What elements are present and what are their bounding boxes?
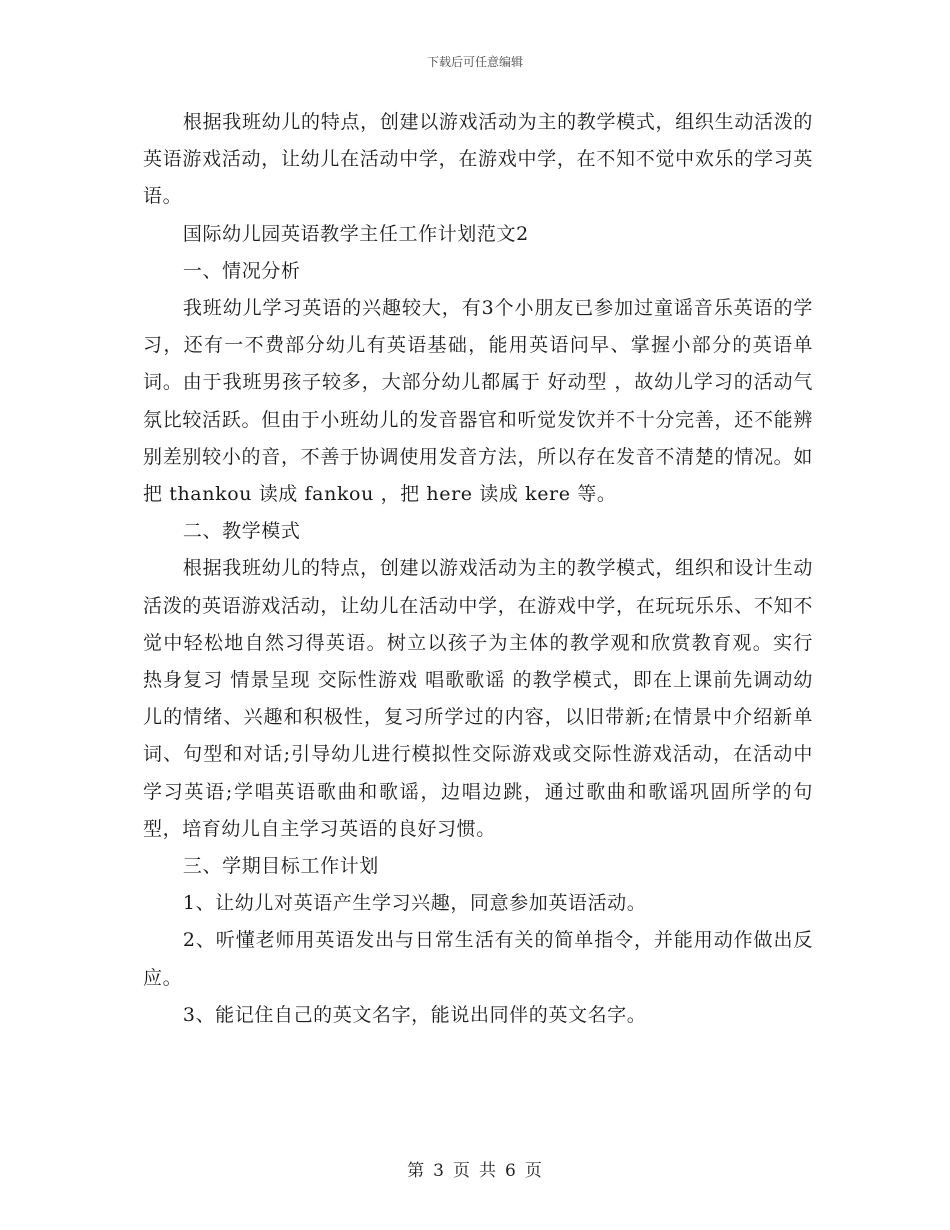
footer-page-unit: 页 [453,1161,471,1181]
page-footer [0,1156,950,1181]
footer-total-pages: 6 [505,1161,517,1181]
paragraph-intro: 根据我班幼儿的特点，创建以游戏活动为主的教学模式，组织生动活泼的英语游戏活动，让幼儿在活动中学，在游戏中学，在不知不觉中欢乐的学习英语。 [143,111,813,208]
section-title: 国际幼儿园英语教学主任工作计划范文2 [182,222,529,245]
footer-total-label: 共 [479,1161,497,1181]
goal-item-2: 2、听懂老师用英语发出与日常生活有关的简单指令，并能用动作做出反应。 [143,929,813,989]
page-header-note: 下载后可任意编辑 [426,55,523,69]
heading-teaching-mode: 二、教学模式 [182,520,301,543]
paragraph-teaching-mode: 根据我班幼儿的特点，创建以游戏活动为主的教学模式，组织和设计生动活泼的英语游戏活动，让幼儿在活动中学，在游戏中学，在玩玩乐乐、不知不觉中轻松地自然习得英语。树立以孩子为主体的教学观和欣赏教育观。实行 热身复习 情景呈现 交际性游戏 唱歌歌谣 的教学模式，即在上课前先调动幼儿的情绪、兴趣和积极性，复习所学过的内容，以旧带新;在情景中介绍新单词、句型和对话;引导幼儿进行模拟性交际游戏或交际性游戏活动，在活动中学习英语;学唱英语歌曲和歌谣，边唱边跳，通过歌曲和歌谣巩固所学的句型，培育幼儿自主学习英语的良好习惯。 [143,557,813,840]
goal-item-1: 1、让幼儿对英语产生学习兴趣，同意参加英语活动。 [182,892,647,915]
heading-semester-goals: 三、学期目标工作计划 [182,855,379,878]
heading-situation-analysis: 一、情况分析 [182,259,301,282]
paragraph-situation: 我班幼儿学习英语的兴趣较大，有3个小朋友已参加过童谣音乐英语的学习，还有一不费部分幼儿有英语基础，能用英语问早、掌握小部分的英语单词。由于我班男孩子较多，大部分幼儿都属于 好动型 ，故幼儿学习的活动气氛比较活跃。但由于小班幼儿的发音器官和听觉发饮并不十分完善，还不能辨别差别较小的音，不善于协调使用发音方法，所以存在发音不清楚的情况。如把 thankou 读成 fankou ，把 here 读成 kere 等。 [143,297,813,506]
document-body [143,104,813,1034]
footer-total-unit: 页 [524,1161,543,1181]
footer-prefix: 第 [407,1161,426,1181]
goal-item-3: 3、能记住自己的英文名字，能说出同伴的英文名字。 [182,1003,647,1026]
footer-page-number: 3 [433,1161,445,1181]
